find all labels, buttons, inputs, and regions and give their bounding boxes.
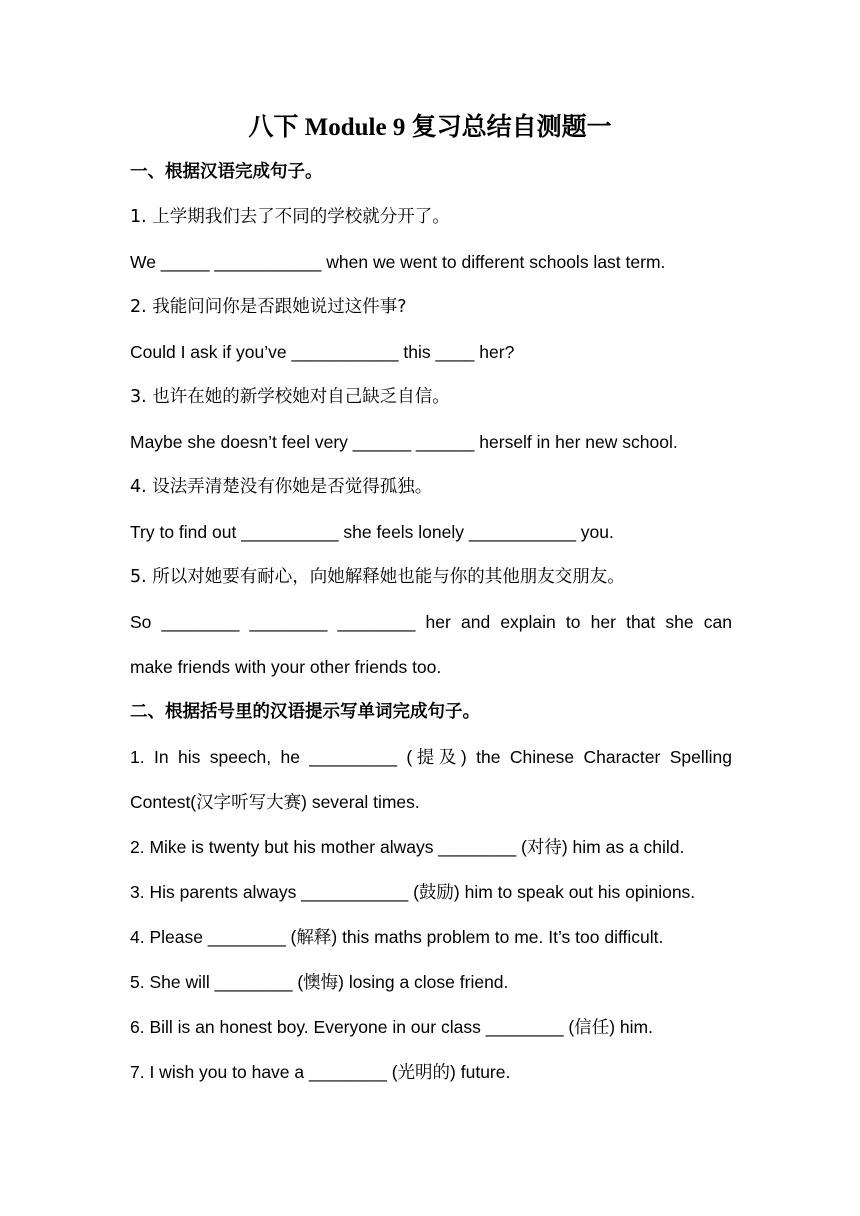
question-2-english: Could I ask if you’ve ___________ this ____ her? [130, 342, 515, 362]
question-4-chinese: 4. 设法弄清楚没有你她是否觉得孤独。 [130, 477, 433, 497]
section2-heading: 二、根据括号里的汉语提示写单词完成句子。 [130, 702, 480, 722]
section2-question-2: 2. Mike is twenty but his mother always ________ (对待) him as a child. [130, 837, 685, 857]
question-4-english: Try to find out __________ she feels lonely ___________ you. [130, 522, 614, 542]
question-3-chinese: 3. 也许在她的新学校她对自己缺乏自信。 [130, 387, 450, 407]
section2-question-1-continued: Contest(汉字听写大赛) several times. [130, 792, 420, 812]
section2-question-3: 3. His parents always ___________ (鼓励) him to speak out his opinions. [130, 882, 696, 902]
question-1-chinese: 1. 上学期我们去了不同的学校就分开了。 [130, 207, 450, 227]
section2-question-6: 6. Bill is an honest boy. Everyone in our class ________ (信任) him. [130, 1017, 653, 1037]
section2-question-4: 4. Please ________ (解释) this maths problem to me. It’s too difficult. [130, 927, 664, 947]
section2-question-5: 5. She will ________ (懊悔) losing a close friend. [130, 972, 509, 992]
question-5-english: So ________ ________ ________ her and explain to her that she can [130, 612, 732, 632]
page-title: 八下 Module 9 复习总结自测题一 [248, 114, 612, 141]
section1-heading: 一、根据汉语完成句子。 [130, 162, 323, 182]
question-3-english: Maybe she doesn’t feel very ______ ______ herself in her new school. [130, 432, 678, 452]
question-1-english: We _____ ___________ when we went to different schools last term. [130, 252, 666, 272]
section2-question-1: 1. In his speech, he _________ (提及) the Chinese Character Spelling [130, 747, 732, 767]
section2-question-7: 7. I wish you to have a ________ (光明的) future. [130, 1062, 511, 1082]
question-5-english-continued: make friends with your other friends too. [130, 657, 442, 677]
worksheet-body [130, 154, 732, 1099]
question-5-chinese: 5. 所以对她要有耐心，向她解释她也能与你的其他朋友交朋友。 [130, 567, 625, 587]
question-2-chinese: 2. 我能问问你是否跟她说过这件事? [130, 297, 407, 317]
